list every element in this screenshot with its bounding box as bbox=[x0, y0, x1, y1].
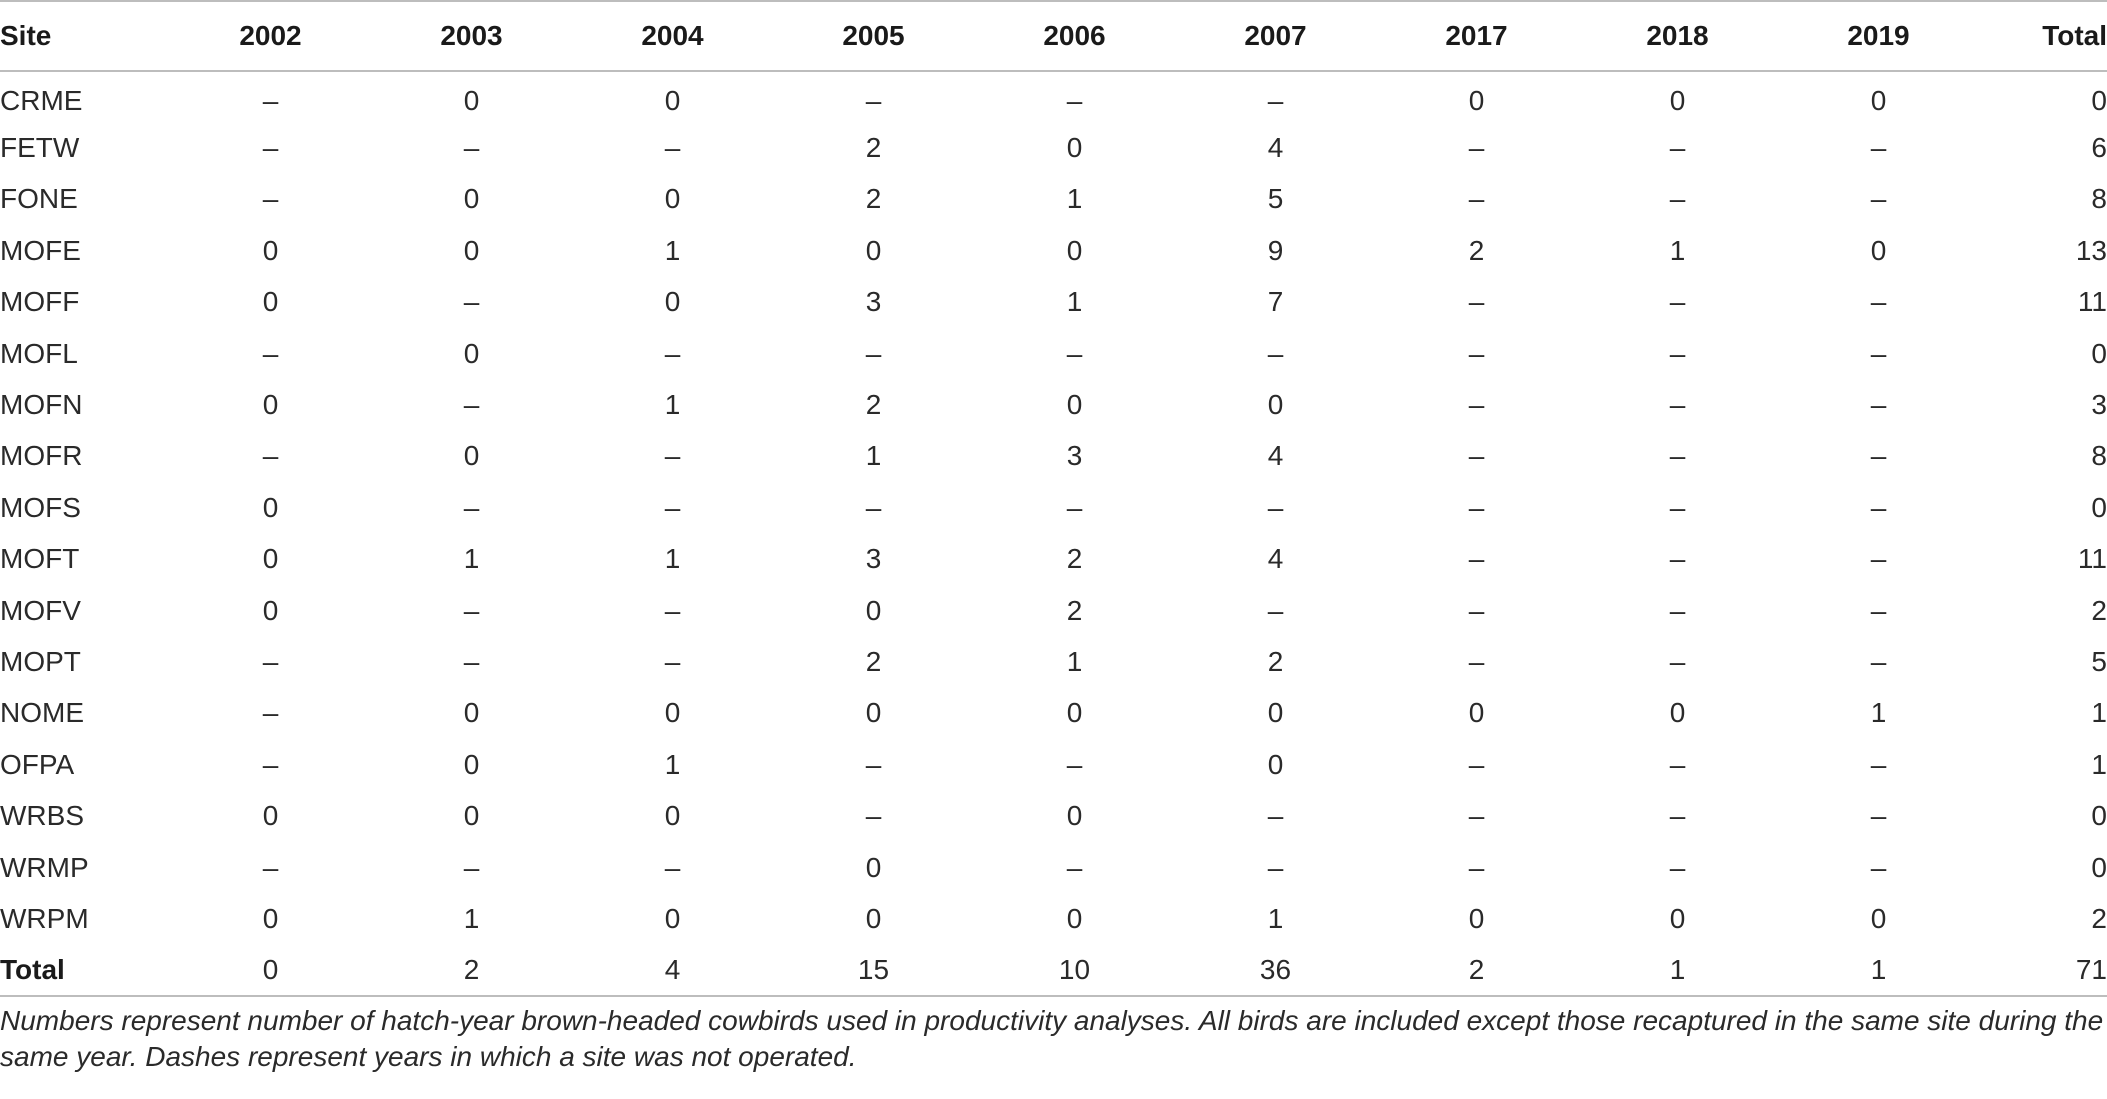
count-cell: 4 bbox=[1267, 440, 1284, 472]
count-cell: – bbox=[1669, 440, 1686, 472]
count-cell: 0 bbox=[262, 800, 279, 832]
count-cell: 1 bbox=[1669, 234, 1686, 266]
count-cell: – bbox=[1669, 491, 1686, 523]
count-cell: – bbox=[262, 645, 279, 677]
column-header-year: 2017 bbox=[1445, 20, 1508, 51]
count-cell: 0 bbox=[262, 594, 279, 626]
count-cell: – bbox=[1468, 594, 1485, 626]
count-cell: 1 bbox=[1870, 953, 1887, 985]
count-cell: 1 bbox=[1066, 286, 1083, 318]
count-cell: – bbox=[1468, 440, 1485, 472]
count-cell: 2 bbox=[865, 389, 882, 421]
site-cell: FETW bbox=[0, 132, 80, 164]
total-cell: 0 bbox=[2091, 85, 2107, 117]
count-cell: 0 bbox=[1066, 697, 1083, 729]
count-cell: – bbox=[1870, 132, 1887, 164]
count-cell: 1 bbox=[1870, 697, 1887, 729]
table-row bbox=[0, 379, 2107, 430]
column-header-year: 2003 bbox=[440, 20, 503, 51]
count-cell: – bbox=[1468, 851, 1485, 883]
count-cell: 0 bbox=[1066, 389, 1083, 421]
count-cell: – bbox=[664, 337, 681, 369]
total-cell: 71 bbox=[2075, 953, 2107, 985]
count-cell: 0 bbox=[463, 234, 480, 266]
count-cell: 0 bbox=[1870, 234, 1887, 266]
table-row bbox=[0, 71, 2107, 122]
count-cell: 2 bbox=[1468, 234, 1485, 266]
table-row bbox=[0, 482, 2107, 533]
column-header-year: 2006 bbox=[1043, 20, 1106, 51]
count-cell: 1 bbox=[463, 902, 480, 934]
site-cell: MOFV bbox=[0, 594, 81, 626]
table-row bbox=[0, 739, 2107, 790]
count-cell: – bbox=[1468, 389, 1485, 421]
count-cell: 7 bbox=[1267, 286, 1284, 318]
total-cell: 1 bbox=[2091, 748, 2107, 780]
count-cell: – bbox=[1468, 800, 1485, 832]
site-cell: WRBS bbox=[0, 800, 84, 832]
total-cell: 11 bbox=[2077, 286, 2107, 318]
count-cell: 0 bbox=[463, 697, 480, 729]
count-cell: 1 bbox=[1066, 183, 1083, 215]
table-row bbox=[0, 277, 2107, 328]
count-cell: – bbox=[1267, 594, 1284, 626]
count-cell: – bbox=[262, 697, 279, 729]
count-cell: – bbox=[1669, 594, 1686, 626]
count-cell: – bbox=[1870, 748, 1887, 780]
table-row bbox=[0, 893, 2107, 944]
count-cell: – bbox=[1468, 645, 1485, 677]
count-cell: – bbox=[262, 851, 279, 883]
site-cell: FONE bbox=[0, 183, 78, 215]
table-header bbox=[0, 1, 2107, 71]
total-cell: 0 bbox=[2091, 491, 2107, 523]
count-cell: 0 bbox=[463, 85, 480, 117]
count-cell: – bbox=[1669, 748, 1686, 780]
total-cell: 2 bbox=[2091, 902, 2107, 934]
count-cell: 0 bbox=[1066, 234, 1083, 266]
count-cell: – bbox=[1870, 183, 1887, 215]
total-cell: 0 bbox=[2091, 337, 2107, 369]
total-cell: 0 bbox=[2091, 851, 2107, 883]
count-cell: 2 bbox=[865, 183, 882, 215]
count-cell: 0 bbox=[262, 234, 279, 266]
count-cell: 1 bbox=[664, 234, 681, 266]
count-cell: – bbox=[262, 748, 279, 780]
total-cell: 2 bbox=[2091, 594, 2107, 626]
count-cell: – bbox=[1066, 85, 1083, 117]
count-cell: – bbox=[664, 851, 681, 883]
count-cell: – bbox=[865, 85, 882, 117]
count-cell: – bbox=[463, 132, 480, 164]
count-cell: 0 bbox=[664, 697, 681, 729]
count-cell: 0 bbox=[1267, 389, 1284, 421]
count-cell: – bbox=[1669, 543, 1686, 575]
total-cell: 8 bbox=[2091, 183, 2107, 215]
table-row bbox=[0, 122, 2107, 173]
count-cell: 36 bbox=[1259, 953, 1292, 985]
count-cell: 0 bbox=[262, 902, 279, 934]
count-cell: 0 bbox=[865, 902, 882, 934]
site-cell: MOFN bbox=[0, 389, 83, 421]
count-cell: – bbox=[1669, 851, 1686, 883]
count-cell: – bbox=[1468, 286, 1485, 318]
count-cell: 1 bbox=[664, 389, 681, 421]
site-cell: MOFE bbox=[0, 234, 81, 266]
site-cell: MOFS bbox=[0, 491, 81, 523]
count-cell: – bbox=[1468, 748, 1485, 780]
count-cell: 4 bbox=[1267, 132, 1284, 164]
count-cell: – bbox=[1669, 183, 1686, 215]
count-cell: – bbox=[865, 337, 882, 369]
count-cell: – bbox=[1870, 286, 1887, 318]
total-cell: 8 bbox=[2091, 440, 2107, 472]
total-row bbox=[0, 945, 2107, 996]
count-cell: 2 bbox=[463, 953, 480, 985]
count-cell: 0 bbox=[463, 440, 480, 472]
count-cell: – bbox=[262, 85, 279, 117]
count-cell: – bbox=[1870, 491, 1887, 523]
count-cell: 0 bbox=[463, 183, 480, 215]
total-cell: 6 bbox=[2091, 132, 2107, 164]
count-cell: 0 bbox=[463, 337, 480, 369]
count-cell: – bbox=[1870, 800, 1887, 832]
count-cell: 2 bbox=[865, 645, 882, 677]
count-cell: 0 bbox=[1870, 85, 1887, 117]
count-cell: – bbox=[664, 594, 681, 626]
count-cell: 0 bbox=[664, 286, 681, 318]
total-cell: 1 bbox=[2091, 697, 2107, 729]
total-cell: 3 bbox=[2091, 389, 2107, 421]
column-header-site: Site bbox=[0, 20, 52, 51]
count-cell: 0 bbox=[262, 286, 279, 318]
column-header-year: 2007 bbox=[1244, 20, 1307, 51]
table-row bbox=[0, 585, 2107, 636]
count-cell: 0 bbox=[865, 234, 882, 266]
site-cell: OFPA bbox=[0, 748, 75, 780]
count-cell: – bbox=[664, 491, 681, 523]
count-cell: 0 bbox=[1468, 697, 1485, 729]
count-cell: 2 bbox=[1468, 953, 1485, 985]
count-cell: – bbox=[664, 132, 681, 164]
total-cell: 5 bbox=[2091, 645, 2107, 677]
count-cell: 0 bbox=[262, 491, 279, 523]
count-cell: – bbox=[1870, 645, 1887, 677]
count-cell: – bbox=[1870, 594, 1887, 626]
count-cell: – bbox=[1669, 800, 1686, 832]
count-cell: – bbox=[463, 594, 480, 626]
count-cell: – bbox=[262, 183, 279, 215]
total-cell: 0 bbox=[2091, 800, 2107, 832]
site-cell: CRME bbox=[0, 85, 83, 117]
column-header-year: 2002 bbox=[239, 20, 302, 51]
count-cell: 2 bbox=[1267, 645, 1284, 677]
count-cell: – bbox=[1468, 132, 1485, 164]
count-cell: – bbox=[1267, 800, 1284, 832]
count-cell: 0 bbox=[664, 800, 681, 832]
count-cell: – bbox=[1468, 491, 1485, 523]
site-cell: WRMP bbox=[0, 851, 89, 883]
count-cell: 0 bbox=[865, 697, 882, 729]
table-row bbox=[0, 431, 2107, 482]
count-cell: 2 bbox=[865, 132, 882, 164]
count-cell: – bbox=[1870, 543, 1887, 575]
count-cell: 0 bbox=[262, 389, 279, 421]
count-cell: – bbox=[1669, 132, 1686, 164]
count-cell: – bbox=[1066, 748, 1083, 780]
count-cell: 5 bbox=[1267, 183, 1284, 215]
count-cell: 1 bbox=[1669, 953, 1686, 985]
count-cell: 0 bbox=[664, 902, 681, 934]
count-cell: 0 bbox=[1066, 800, 1083, 832]
table-row bbox=[0, 842, 2107, 893]
count-cell: 3 bbox=[865, 543, 882, 575]
count-cell: 3 bbox=[865, 286, 882, 318]
count-cell: 0 bbox=[1468, 85, 1485, 117]
total-cell: 11 bbox=[2077, 543, 2107, 575]
count-cell: 4 bbox=[1267, 543, 1284, 575]
count-cell: 0 bbox=[664, 183, 681, 215]
site-cell: MOFL bbox=[0, 337, 78, 369]
count-cell: 10 bbox=[1058, 953, 1091, 985]
count-cell: 0 bbox=[262, 953, 279, 985]
count-cell: – bbox=[865, 748, 882, 780]
count-cell: 0 bbox=[865, 594, 882, 626]
site-cell: WRPM bbox=[0, 902, 89, 934]
count-cell: – bbox=[1468, 337, 1485, 369]
count-cell: – bbox=[463, 645, 480, 677]
count-cell: 1 bbox=[664, 748, 681, 780]
count-cell: – bbox=[1066, 491, 1083, 523]
count-cell: 0 bbox=[1870, 902, 1887, 934]
count-cell: – bbox=[865, 800, 882, 832]
count-cell: – bbox=[1066, 851, 1083, 883]
count-cell: 0 bbox=[1066, 902, 1083, 934]
count-cell: 0 bbox=[463, 748, 480, 780]
count-cell: – bbox=[1870, 440, 1887, 472]
count-cell: – bbox=[1267, 85, 1284, 117]
header-row bbox=[0, 1, 2107, 71]
total-cell: 13 bbox=[2075, 234, 2107, 266]
count-cell: – bbox=[1267, 491, 1284, 523]
count-cell: 0 bbox=[664, 85, 681, 117]
column-header-year: 2018 bbox=[1646, 20, 1709, 51]
column-header-total: Total bbox=[2042, 20, 2107, 51]
column-header-year: 2005 bbox=[842, 20, 905, 51]
count-cell: – bbox=[1870, 337, 1887, 369]
count-cell: – bbox=[463, 851, 480, 883]
count-cell: – bbox=[262, 440, 279, 472]
count-cell: 0 bbox=[262, 543, 279, 575]
count-cell: – bbox=[1267, 337, 1284, 369]
count-cell: 1 bbox=[865, 440, 882, 472]
column-header-year: 2004 bbox=[641, 20, 704, 51]
count-cell: 0 bbox=[463, 800, 480, 832]
count-cell: – bbox=[1669, 645, 1686, 677]
site-cell: NOME bbox=[0, 697, 84, 729]
count-cell: 4 bbox=[664, 953, 681, 985]
count-cell: 2 bbox=[1066, 594, 1083, 626]
count-cell: – bbox=[1468, 543, 1485, 575]
count-cell: 1 bbox=[463, 543, 480, 575]
count-cell: – bbox=[865, 491, 882, 523]
column-header-year: 2019 bbox=[1847, 20, 1910, 51]
count-cell: 1 bbox=[1267, 902, 1284, 934]
table-row bbox=[0, 328, 2107, 379]
count-cell: – bbox=[1669, 389, 1686, 421]
count-cell: 1 bbox=[1066, 645, 1083, 677]
table-row bbox=[0, 688, 2107, 739]
table-row bbox=[0, 790, 2107, 841]
count-cell: – bbox=[1870, 389, 1887, 421]
count-cell: – bbox=[463, 491, 480, 523]
site-cell: MOFT bbox=[0, 543, 80, 575]
table-row bbox=[0, 636, 2107, 687]
count-cell: 15 bbox=[857, 953, 890, 985]
count-cell: 0 bbox=[1267, 697, 1284, 729]
table-row bbox=[0, 225, 2107, 276]
table-body bbox=[0, 71, 2107, 996]
count-cell: 3 bbox=[1066, 440, 1083, 472]
table-footnote: Numbers represent number of hatch-year brown-headed cowbirds used in productivity analyses. All birds are included except those recaptured in the same site during the same year. Dashes represent years in which a site was not operated. bbox=[0, 1005, 2104, 1073]
count-cell: 0 bbox=[865, 851, 882, 883]
count-cell: 0 bbox=[1669, 85, 1686, 117]
site-cell: MOFR bbox=[0, 440, 83, 472]
count-cell: 9 bbox=[1267, 234, 1284, 266]
count-cell: – bbox=[664, 440, 681, 472]
count-cell: 0 bbox=[1468, 902, 1485, 934]
count-cell: – bbox=[1066, 337, 1083, 369]
count-cell: – bbox=[1669, 337, 1686, 369]
count-cell: – bbox=[1669, 286, 1686, 318]
count-cell: – bbox=[463, 389, 480, 421]
count-cell: 0 bbox=[1669, 697, 1686, 729]
count-cell: – bbox=[1468, 183, 1485, 215]
site-cell: MOPT bbox=[0, 645, 81, 677]
table-row bbox=[0, 174, 2107, 225]
count-cell: 0 bbox=[1267, 748, 1284, 780]
count-cell: – bbox=[1870, 851, 1887, 883]
site-cell: Total bbox=[0, 953, 65, 985]
count-cell: – bbox=[664, 645, 681, 677]
count-cell: 0 bbox=[1669, 902, 1686, 934]
table-row bbox=[0, 534, 2107, 585]
count-cell: – bbox=[262, 337, 279, 369]
count-cell: 1 bbox=[664, 543, 681, 575]
count-cell: – bbox=[262, 132, 279, 164]
site-cell: MOFF bbox=[0, 286, 80, 318]
count-cell: – bbox=[1267, 851, 1284, 883]
count-cell: 0 bbox=[1066, 132, 1083, 164]
count-cell: – bbox=[463, 286, 480, 318]
count-cell: 2 bbox=[1066, 543, 1083, 575]
